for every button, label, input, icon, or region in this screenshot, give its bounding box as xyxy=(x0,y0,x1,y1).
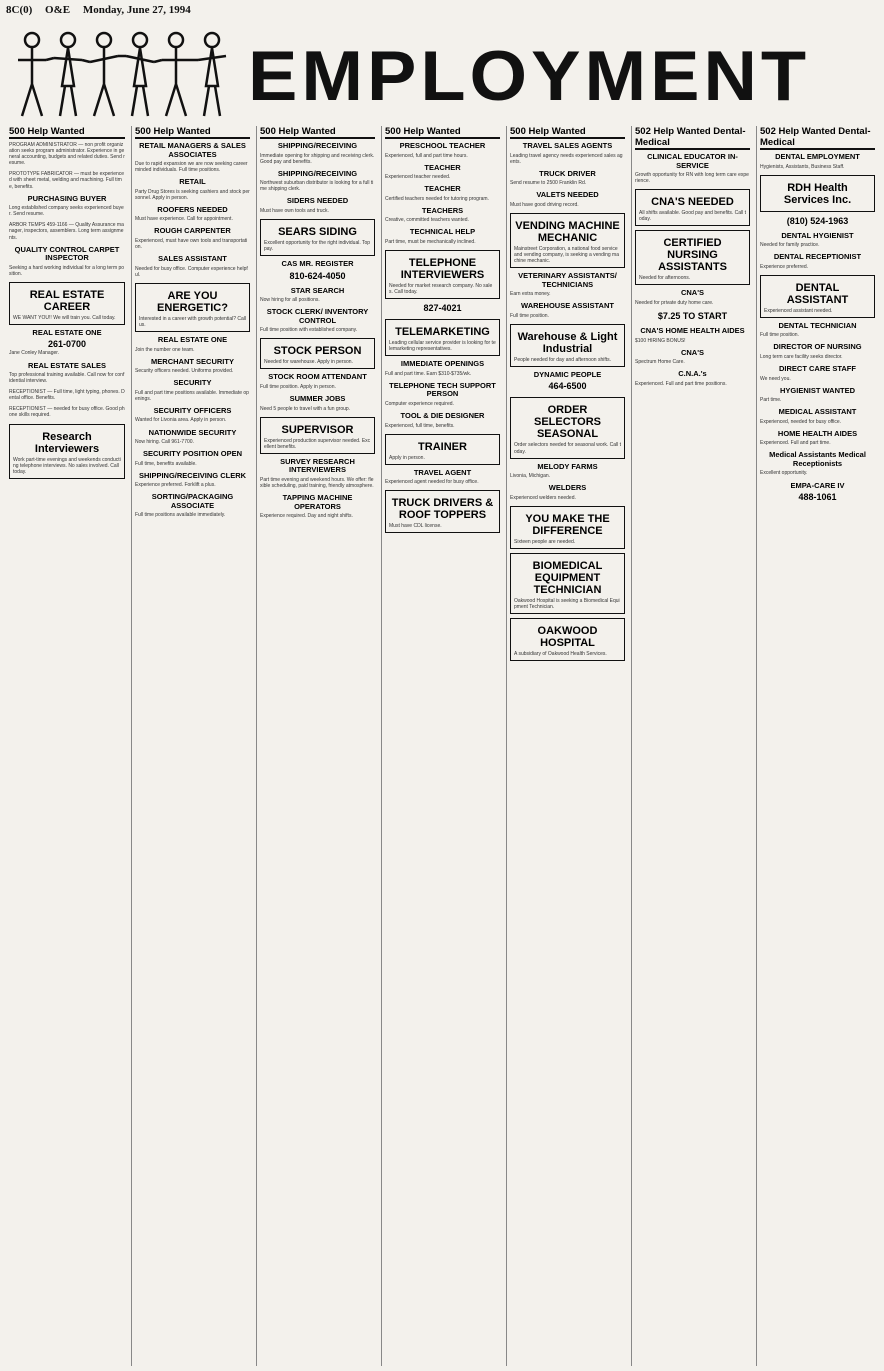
ad-body: Wanted for Livonia area. Apply in person. xyxy=(135,417,227,424)
classified-ad xyxy=(260,373,375,390)
ad-body: Part time, must be mechanically inclined. xyxy=(385,238,476,245)
ad-title: DIRECTOR OF NURSING xyxy=(773,342,862,352)
classified-ad xyxy=(260,458,375,489)
ad-title: DENTAL RECEPTIONIST xyxy=(773,252,862,262)
ad-title: CNA'S xyxy=(680,347,705,357)
ad-title: TEACHER xyxy=(424,184,461,194)
ad-body: Experienced production supervisor needed. Excellent benefits. xyxy=(264,437,371,450)
ad-title: CLINICAL EDUCATOR IN-SERVICE xyxy=(647,152,738,170)
ad-title: SHIPPING/RECEIVING xyxy=(277,168,358,178)
ad-title: PRESCHOOL TEACHER xyxy=(399,141,486,150)
ad-title: TRAVEL AGENT xyxy=(413,467,472,477)
masthead xyxy=(0,20,884,125)
classified-ad xyxy=(510,506,625,549)
classified-ad xyxy=(260,338,375,369)
ad-title: TRUCK DRIVER xyxy=(539,168,596,178)
classified-ad xyxy=(635,289,750,306)
ad-title: TECHNICAL HELP xyxy=(409,227,476,237)
ad-body: Leading travel agency needs experienced sales agents. xyxy=(510,152,623,165)
classified-ad xyxy=(260,494,375,519)
classified-ad xyxy=(510,302,625,319)
classified-ad xyxy=(9,389,125,401)
ad-body: Part time. xyxy=(760,397,782,404)
classified-ad xyxy=(510,324,625,367)
ad-body: Full time position. Apply in person. xyxy=(260,383,336,390)
classified-ad xyxy=(260,142,375,165)
classified-ad xyxy=(135,450,250,467)
ad-body: Computer experience required. xyxy=(385,400,454,407)
ad-body: Experienced welders needed. xyxy=(510,494,576,501)
ad-phone: 810-624-4050 xyxy=(289,270,346,281)
ad-body: Interested in a career with growth potential? Call us. xyxy=(139,315,247,328)
classified-ad xyxy=(510,191,625,208)
column-heading: 502 Help Wanted Dental-Medical xyxy=(760,126,875,150)
classified-ad xyxy=(510,371,625,393)
ad-title: VETERINARY ASSISTANTS/ TECHNICIANS xyxy=(518,271,617,289)
ad-title: REAL ESTATE CAREER xyxy=(29,288,105,313)
classified-ad xyxy=(385,434,500,465)
ad-title: IMMEDIATE OPENINGS xyxy=(400,359,485,369)
ad-body: Excellent opportunity. xyxy=(760,470,808,477)
classified-ad xyxy=(385,412,500,429)
ad-body: Order selectors needed for seasonal work. Call today. xyxy=(514,442,621,455)
classified-ad xyxy=(260,260,375,282)
classified-ad xyxy=(760,387,875,404)
classified-ad xyxy=(635,370,750,387)
classified-ad xyxy=(510,397,625,458)
ad-body: Full and part time positions available. Immediate openings. xyxy=(135,389,249,402)
ad-body: Long established company seeks experienced buyer. Send resume. xyxy=(9,205,124,218)
ad-title: TELEPHONE TECH SUPPORT PERSON xyxy=(389,380,496,399)
ad-title: REAL ESTATE ONE xyxy=(32,327,102,337)
ad-title: CAS MR. REGISTER xyxy=(281,259,354,269)
ad-phone: 261-0700 xyxy=(47,339,87,350)
ad-body: Now hiring for all positions. xyxy=(260,297,320,304)
ad-title: REAL ESTATE ONE xyxy=(157,335,228,345)
ad-title: STAR SEARCH xyxy=(290,285,345,295)
ad-title: REAL ESTATE SALES xyxy=(28,360,106,370)
ad-body: Livonia, Michigan. xyxy=(510,473,551,480)
ad-body: Full time position with established company. xyxy=(260,327,358,334)
ad-body: PROTOTYPE FABRICATOR — must be experienced with sheet metal, welding and machining. Full time, benefits. xyxy=(9,171,125,190)
ad-title: YOU MAKE THE DIFFERENCE xyxy=(525,512,610,537)
classified-ad xyxy=(260,287,375,304)
ad-body: ARBOR TEMPS 459-1166 — Quality Assurance manager, inspectors, assemblers. Long term assignments. xyxy=(9,222,124,241)
classified-ad xyxy=(385,360,500,377)
ad-title: TELEMARKETING xyxy=(395,326,490,339)
ad-body: Experienced teacher needed. xyxy=(385,174,451,181)
ad-title: SUMMER JOBS xyxy=(289,394,346,404)
classified-ad xyxy=(135,227,250,250)
classified-column xyxy=(756,126,878,1366)
ad-title: STOCK ROOM ATTENDANT xyxy=(268,372,367,382)
ad-body: Experienced, full time, benefits. xyxy=(385,422,455,429)
classified-ad xyxy=(135,142,250,173)
ad-title: DENTAL EMPLOYMENT xyxy=(775,152,860,161)
column-heading: 500 Help Wanted xyxy=(510,126,625,139)
classified-ad xyxy=(635,230,750,285)
ad-title: ORDER SELECTORS SEASONAL xyxy=(533,404,602,441)
classified-ad xyxy=(385,142,500,159)
classified-ad xyxy=(760,216,875,227)
classified-ad xyxy=(9,222,125,240)
classified-ad xyxy=(385,490,500,533)
classified-ad xyxy=(760,343,875,360)
classified-ad xyxy=(760,232,875,249)
ad-title: STOCK CLERK/ INVENTORY CONTROL xyxy=(266,307,369,325)
ad-title: ROUGH CARPENTER xyxy=(154,226,231,236)
classified-ad xyxy=(760,175,875,212)
ad-title: SHIPPING/RECEIVING CLERK xyxy=(138,470,247,480)
classified-ad xyxy=(260,197,375,214)
classified-ad xyxy=(135,255,250,278)
ad-body: Full time position. xyxy=(760,332,799,339)
ad-body: Need 5 people to travel with a fun group. xyxy=(260,405,351,412)
ad-body: Work part-time evenings and weekends conducting telephone interviews. No sales involved. Call today. xyxy=(13,456,121,475)
ad-body: Sixteen people are needed. xyxy=(514,538,576,545)
ad-body: Needed for afternoons. xyxy=(639,275,691,282)
classified-ad xyxy=(135,206,250,223)
classified-column xyxy=(256,126,378,1366)
classified-ad xyxy=(135,283,250,332)
classified-ad xyxy=(135,336,250,353)
ad-body: All shifts available. Good pay and benefits. Call today. xyxy=(639,210,747,223)
ad-title: DYNAMIC PEOPLE xyxy=(533,369,602,379)
ad-body: Experienced, must have own tools and transportation. xyxy=(135,237,248,251)
ad-body: PROGRAM ADMINISTRATOR — non profit organization seeks program administrator. Experience in general accounting, budgets and related duties. Send resume. xyxy=(9,142,125,167)
ad-body: Experienced agent needed for busy office. xyxy=(385,479,479,486)
ad-title: SIDERS NEEDED xyxy=(286,196,349,206)
ad-title: MEDICAL ASSISTANT xyxy=(778,407,857,417)
classified-ad xyxy=(135,429,250,446)
ad-body: People needed for day and afternoon shifts. xyxy=(514,356,612,363)
ad-body: Top professional training available. Call now for confidential interview. xyxy=(9,372,125,385)
ad-title: TRAVEL SALES AGENTS xyxy=(522,141,613,150)
ad-body: Spectrum Home Care. xyxy=(635,359,685,366)
classified-ad xyxy=(635,189,750,226)
ad-body: Needed for private duty home care. xyxy=(635,299,714,306)
ad-title: BIOMEDICAL EQUIPMENT TECHNICIAN xyxy=(532,559,603,596)
ad-title: DIRECT CARE STAFF xyxy=(779,364,856,374)
column-heading: 500 Help Wanted xyxy=(135,126,250,139)
ad-title: QUALITY CONTROL CARPET INSPECTOR xyxy=(14,244,120,263)
ad-title: TOOL & DIE DESIGNER xyxy=(400,411,485,421)
ad-title: SORTING/PACKAGING ASSOCIATE xyxy=(151,492,234,510)
ad-body: Full time positions available immediately. xyxy=(135,512,226,519)
ad-body: We need you. xyxy=(760,375,791,382)
ad-phone: $7.25 TO START xyxy=(657,311,728,322)
page-id: 8C(0) xyxy=(6,4,33,16)
ad-body: Creative, committed teachers wanted. xyxy=(385,217,469,224)
ad-title: SECURITY POSITION OPEN xyxy=(142,449,243,459)
ad-title: CERTIFIED NURSING ASSISTANTS xyxy=(658,237,727,274)
ad-body: Now hiring. Call 961-7700. xyxy=(135,439,194,445)
classified-ad xyxy=(385,303,500,314)
ad-title: RETAIL xyxy=(179,177,206,187)
ad-body: Party Drug Stores is seeking cashiers and stock personnel. Apply in person. xyxy=(135,188,250,201)
ad-body: Full and part time. Earn $310-$735/wk. xyxy=(385,370,472,377)
ad-body: Experienced. Full and part time. xyxy=(760,440,831,447)
ad-body: Excellent opportunity for the right individual. Top pay. xyxy=(264,239,371,253)
classified-ad xyxy=(510,142,625,165)
ad-body: Must have good driving record. xyxy=(510,201,579,208)
ad-body: Needed for market research company. No sales. Call today. xyxy=(389,282,493,296)
classified-ad xyxy=(635,327,750,344)
classified-ad xyxy=(9,329,125,357)
classified-ad xyxy=(9,362,125,385)
ad-body: Northwest suburban distributor is looking for a full time shipping clerk. xyxy=(260,180,374,193)
ad-phone: (810) 524-1963 xyxy=(786,215,849,226)
ad-title: SALES ASSISTANT xyxy=(158,254,227,264)
ad-title: TELEPHONE INTERVIEWERS xyxy=(400,256,485,281)
classified-ad xyxy=(9,171,125,189)
ad-title: Warehouse & Light Industrial xyxy=(517,330,618,355)
ad-body: Full time position. xyxy=(510,312,549,319)
classified-ad xyxy=(260,308,375,333)
classified-ad xyxy=(385,164,500,181)
classified-ad xyxy=(760,365,875,382)
classified-ad xyxy=(510,213,625,268)
column-heading: 502 Help Wanted Dental-Medical xyxy=(635,126,750,150)
ad-title: PURCHASING BUYER xyxy=(27,193,107,203)
ad-body: Apply in person. xyxy=(389,454,425,461)
ad-title: NATIONWIDE SECURITY xyxy=(148,427,237,437)
ad-title: STOCK PERSON xyxy=(273,345,362,358)
classified-ad xyxy=(385,319,500,356)
classified-ad xyxy=(510,170,625,187)
ad-title: Research Interviewers xyxy=(34,430,100,455)
classified-ad xyxy=(635,311,750,322)
classified-ad xyxy=(510,618,625,661)
classified-ad xyxy=(760,275,875,318)
ad-title: RDH Health Services Inc. xyxy=(783,181,852,206)
classified-ad xyxy=(760,253,875,270)
issue-date: Monday, June 27, 1994 xyxy=(82,4,191,16)
ad-body: Needed for family practice. xyxy=(760,242,820,249)
classified-ad xyxy=(9,406,125,418)
classified-column xyxy=(6,126,128,1366)
classified-ad xyxy=(135,472,250,489)
classified-ad xyxy=(760,482,875,504)
classified-ad xyxy=(9,195,125,218)
ad-phone: 827-4021 xyxy=(423,303,462,314)
classified-column xyxy=(631,126,753,1366)
classified-ad xyxy=(9,424,125,479)
classified-ad xyxy=(510,272,625,297)
ad-body: A subsidiary of Oakwood Health Services. xyxy=(514,651,607,658)
classified-ad xyxy=(760,153,875,170)
ad-title: DENTAL HYGIENIST xyxy=(781,230,854,240)
classified-column xyxy=(506,126,628,1366)
ad-title: RETAIL MANAGERS & SALES ASSOCIATES xyxy=(139,141,246,159)
column-heading: 500 Help Wanted xyxy=(385,126,500,139)
classified-ad xyxy=(135,358,250,375)
ad-title: TRAINER xyxy=(418,440,467,453)
ad-title: HOME HEALTH AIDES xyxy=(777,428,858,438)
ad-body: Needed for warehouse. Apply in person. xyxy=(264,359,353,366)
classified-ad xyxy=(385,250,500,299)
classified-ad xyxy=(9,142,125,166)
classified-ad xyxy=(9,246,125,277)
paper-name: O&E xyxy=(45,4,71,16)
classified-column xyxy=(131,126,253,1366)
ad-body: Part time evening and weekend hours. We offer: flexible scheduling, paid training, friendly atmosphere. xyxy=(260,476,374,489)
ad-body: Experienced. Full and part time positions. xyxy=(635,380,727,387)
ad-body: RECEPTIONIST — needed for busy office. Good phone skills required. xyxy=(9,406,125,419)
ad-body: Security officers needed. Uniforms provided. xyxy=(135,368,234,375)
ad-body: Experience preferred. xyxy=(760,263,809,270)
section-title: EMPLOYMENT xyxy=(248,36,811,115)
classified-ad xyxy=(385,382,500,407)
ad-body: $100 HIRING BONUS! xyxy=(635,337,686,344)
ad-title: SUPERVISOR xyxy=(281,423,354,436)
ad-title: CNA'S NEEDED xyxy=(651,196,734,209)
ad-title: C.N.A.'s xyxy=(678,369,707,379)
ad-title: WAREHOUSE ASSISTANT xyxy=(521,301,614,311)
ad-title: DENTAL TECHNICIAN xyxy=(778,320,857,330)
classified-ad xyxy=(260,395,375,412)
ad-title: ROOFERS NEEDED xyxy=(157,204,228,214)
ad-title: ARE YOU ENERGETIC? xyxy=(157,289,228,314)
ad-body: Growth opportunity for RN with long term care experience. xyxy=(635,172,749,185)
ad-body: Must have own tools and truck. xyxy=(260,207,329,214)
ad-title: CNA'S xyxy=(680,288,705,298)
ad-body: Leading cellular service provider is looking for telemarketing representatives. xyxy=(389,340,496,353)
column-heading: 500 Help Wanted xyxy=(9,126,125,139)
ad-body: Must have experience. Call for appointment. xyxy=(135,216,233,223)
ad-title: SECURITY xyxy=(173,378,212,388)
ad-phone: 464-6500 xyxy=(548,381,587,392)
classified-ad xyxy=(9,282,125,325)
classified-ad xyxy=(635,349,750,366)
ad-body: WE WANT YOU!! We will train you. Call today. xyxy=(13,314,116,321)
ad-title: OAKWOOD HOSPITAL xyxy=(537,625,598,650)
classified-ad xyxy=(260,219,375,256)
ad-body: Long term care facility seeks director. xyxy=(760,353,843,360)
classified-ad xyxy=(260,417,375,454)
ad-title: Medical Assistants Medical Receptionists xyxy=(769,450,866,468)
classified-ad xyxy=(135,407,250,424)
classified-column xyxy=(381,126,503,1366)
ad-body: Needed for busy office. Computer experience helpful. xyxy=(135,265,248,278)
ad-title: MERCHANT SECURITY xyxy=(151,356,234,366)
ad-title: SURVEY RESEARCH INTERVIEWERS xyxy=(280,456,355,475)
ad-title: TEACHERS xyxy=(421,205,464,215)
ad-title: TAPPING MACHINE OPERATORS xyxy=(282,493,353,511)
classified-ad xyxy=(135,178,250,201)
page-header xyxy=(6,4,878,20)
ad-title: CNA'S HOME HEALTH AIDES xyxy=(640,326,745,336)
ad-body: Experienced, full and part time hours. xyxy=(385,152,468,159)
ad-body: Oakwood Hospital is seeking a Biomedical Equipment Technician. xyxy=(514,597,620,610)
ad-phone: 488-1061 xyxy=(798,492,837,503)
ad-body: Experienced, needed for busy office. xyxy=(760,418,842,425)
classified-ad xyxy=(760,430,875,447)
ad-title: TEACHER xyxy=(424,162,461,172)
ad-body: Immediate opening for shipping and receiving clerk. Good pay and benefits. xyxy=(260,152,375,165)
ad-title: EMPA-CARE IV xyxy=(790,480,845,490)
classified-ad xyxy=(385,228,500,245)
ad-body: Send resume to 2500 Franklin Rd. xyxy=(510,180,587,187)
classified-ad xyxy=(385,469,500,486)
ad-body: Experience required. Day and night shifts. xyxy=(260,513,353,519)
ad-body: Join the number one team. xyxy=(135,346,195,353)
ad-title: VALETS NEEDED xyxy=(536,190,599,200)
classified-ad xyxy=(635,153,750,184)
classified-ad xyxy=(760,322,875,339)
ad-title: WELDERS xyxy=(548,483,587,493)
ad-body: Jane Conley Manager. xyxy=(9,350,60,357)
classified-ad xyxy=(135,493,250,518)
ad-title: SHIPPING/RECEIVING xyxy=(277,141,358,150)
ad-body: Seeking a hard working individual for a long term position. xyxy=(9,264,125,277)
ad-body: Full time, benefits available. xyxy=(135,460,197,467)
classified-ad xyxy=(385,207,500,224)
classified-ad xyxy=(510,463,625,480)
ad-title: SECURITY OFFICERS xyxy=(153,405,232,415)
ad-body: Experience preferred. Forklift a plus. xyxy=(135,482,216,489)
ad-body: Mainstreet Corporation, a national food service and vending company, is seeking a vending machine mechanic. xyxy=(514,245,619,265)
ad-title: MELODY FARMS xyxy=(537,461,598,471)
classified-ad xyxy=(135,379,250,402)
classified-ad xyxy=(510,553,625,614)
ad-body: Hygienists, Assistants, Business Staff. xyxy=(760,163,845,170)
ad-body: Earn extra money. xyxy=(510,291,551,298)
ad-body: Due to rapid expansion we are now seeking career minded individuals. Full time positions. xyxy=(135,161,248,174)
classified-ad xyxy=(260,170,375,193)
classified-ad xyxy=(760,408,875,425)
ad-body: Must have CDL license. xyxy=(389,523,442,530)
ad-body: Experienced assistant needed. xyxy=(764,307,833,314)
ad-title: DENTAL ASSISTANT xyxy=(786,281,849,306)
ad-body: RECEPTIONIST — Full time, light typing, phones. Dental office. Benefits. xyxy=(9,389,125,402)
classified-ad xyxy=(510,484,625,501)
ad-title: TRUCK DRIVERS & ROOF TOPPERS xyxy=(391,497,494,522)
column-heading: 500 Help Wanted xyxy=(260,126,375,139)
classified-columns xyxy=(6,126,878,1366)
classified-ad xyxy=(760,451,875,476)
ad-title: VENDING MACHINE MECHANIC xyxy=(515,219,620,244)
classified-ad xyxy=(385,185,500,202)
ad-body: Certified teachers needed for tutoring program. xyxy=(385,195,489,202)
ad-title: HYGIENIST WANTED xyxy=(779,385,855,395)
people-figures-illustration xyxy=(10,26,240,122)
ad-title: SEARS SIDING xyxy=(278,225,357,238)
